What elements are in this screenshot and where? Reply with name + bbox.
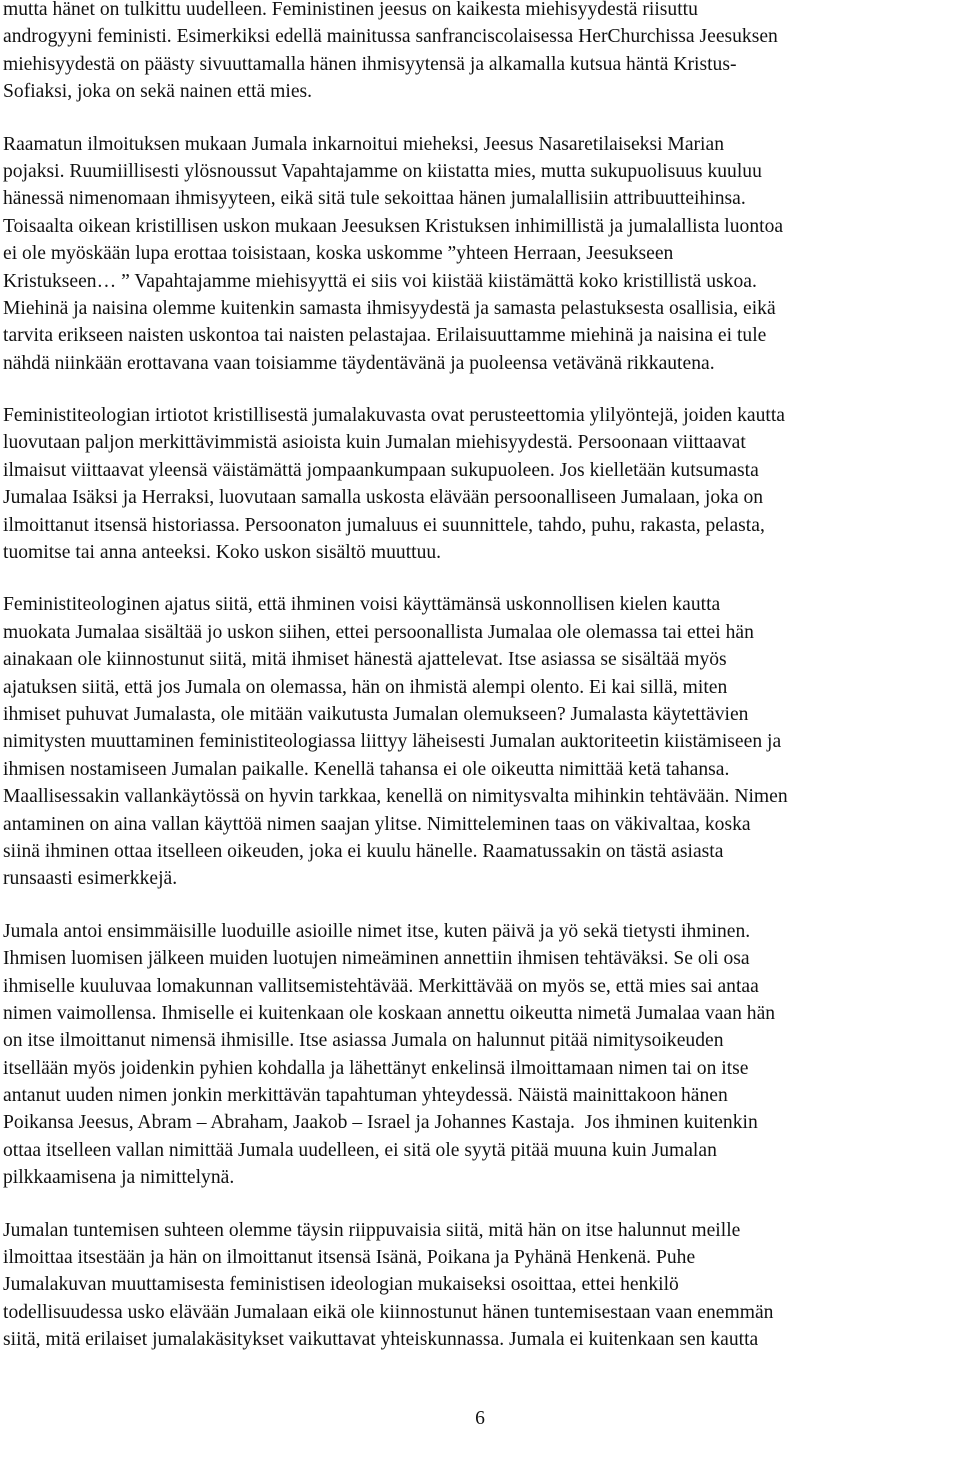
text-line: Maallisessakin vallankäytössä on hyvin tarkkaa, kenellä on nimitysvalta mihinkin tehtävään. Nimen — [3, 786, 788, 808]
text-line: siinä ihminen ottaa itselleen oikeuden, joka ei kuulu hänelle. Raamatussakin on tästä asiasta — [3, 840, 724, 862]
text-line: Jumala antoi ensimmäisille luoduille asioille nimet itse, kuten päivä ja yö sekä tietysti ihminen. — [3, 920, 751, 942]
text-line: Sofiaksi, joka on sekä nainen että mies. — [3, 81, 313, 103]
text-line: Jumalan tuntemisen suhteen olemme täysin riippuvaisia siitä, mitä hän on itse halunnut meille — [3, 1219, 741, 1241]
paragraph — [3, 1217, 953, 1354]
text-line: Kristukseen… ” Vapahtajamme miehisyyttä ei siis voi kiistää kiistämättä koko kristillistä uskoa. — [3, 270, 757, 292]
text-line: mutta hänet on tulkittu uudelleen. Feministinen jeesus on kaikesta miehisyydestä riisuttu — [3, 0, 698, 20]
document-page — [3, 0, 953, 1354]
paragraph — [3, 0, 953, 106]
text-line: Toisaalta oikean kristillisen uskon mukaan Jeesuksen Kristuksen inhimillistä ja jumalallista luontoa — [3, 215, 784, 237]
text-line: Raamatun ilmoituksen mukaan Jumala inkarnoitui mieheksi, Jeesus Nasaretilaiseksi Marian — [3, 133, 724, 155]
paragraph — [3, 591, 953, 892]
text-line: antaminen on aina vallan käyttöä nimen saajan ylitse. Nimitteleminen taas on väkivaltaa, koska — [3, 813, 751, 835]
text-line: pojaksi. Ruumiillisesti ylösnoussut Vapahtajamme on kiistatta mies, mutta sukupuolisuus kuuluu — [3, 160, 762, 182]
text-line: Jumalaa Isäksi ja Herraksi, luovutaan samalla uskosta elävään persoonalliseen Jumalaan, joka on — [3, 487, 764, 509]
text-line: ihmiselle kuuluvaa lomakunnan vallitsemistehtävää. Merkittävää on myös se, että mies sai antaa — [3, 975, 759, 997]
paragraph — [3, 918, 953, 1192]
text-line: tarvita erikseen naisten uskontoa tai naisten pelastajaa. Erilaisuuttamme miehinä ja naisina ei tule — [3, 325, 767, 347]
text-line: ajatuksen siitä, että jos Jumala on olemassa, hän on ihmistä alempi olento. Ei kai sillä, miten — [3, 676, 728, 698]
text-line: androgyyni feministi. Esimerkiksi edellä mainitussa sanfranciscolaisessa HerChurchissa Jeesuksen — [3, 26, 778, 48]
text-line: ilmaisut viittaavat yleensä väistämättä jompaankumpaan sukupuoleen. Jos kielletään kutsumasta — [3, 459, 759, 481]
text-line: Jumalakuvan muuttamisesta feministisen ideologian mukaiseksi osoittaa, ettei henkilö — [3, 1274, 679, 1296]
text-line: ilmoittaa itsestään ja hän on ilmoittanut itsensä Isänä, Poikana ja Pyhänä Henkenä. Puhe — [3, 1247, 696, 1269]
text-line: ainakaan ole kiinnostunut siitä, mitä ihmiset hänestä ajattelevat. Itse asiassa se sisältää myös — [3, 649, 727, 671]
text-line: nimitysten muuttaminen feministiteologiassa liittyy läheisesti Jumalan auktoriteetin kiistämiseen ja — [3, 731, 782, 753]
text-line: pilkkaamisena ja nimittelynä. — [3, 1167, 235, 1189]
text-line: nähdä niinkään erottavana vaan toisiamme täydentävänä ja puoleensa vetävänä rikkautena. — [3, 352, 715, 374]
page-number: 6 — [475, 1408, 485, 1429]
text-line: ei ole myöskään lupa erottaa toisistaan, koska uskomme ”yhteen Herraan, Jeesukseen — [3, 243, 674, 265]
text-line: ihmisen nostamiseen Jumalan paikalle. Kenellä tahansa ei ole oikeutta nimittää ketä tahansa. — [3, 758, 730, 780]
text-line: Feministiteologinen ajatus siitä, että ihminen voisi käyttämänsä uskonnollisen kielen kautta — [3, 594, 721, 616]
text-line: tuomitse tai anna anteeksi. Koko uskon sisältö muuttuu. — [3, 542, 442, 564]
text-line: ottaa itselleen vallan nimittää Jumala uudelleen, ei sitä ole syytä pitää muuna kuin Jumalan — [3, 1139, 717, 1161]
text-line: muokata Jumalaa sisältää jo uskon siihen, ettei persoonallista Jumalaa ole olemassa tai ettei hän — [3, 621, 754, 643]
text-line: miehisyydestä on päästy sivuuttamalla hänen ihmisyytensä ja alkamalla kutsua häntä Kristus- — [3, 53, 737, 75]
text-line: luovutaan paljon merkittävimmistä asioista kuin Jumalan miehisyydestä. Persoonaan viittaavat — [3, 432, 746, 454]
text-line: itsellään myös joidenkin pyhien kohdalla ja lähettänyt enkelinsä ilmoittamaan nimen tai on itse — [3, 1057, 749, 1079]
text-line: hänessä nimenomaan ihmisyyteen, eikä sitä tule sekoittaa hänen jumalallisiin attribuutteihinsa. — [3, 188, 746, 210]
text-line: Feministiteologian irtiotot kristillisestä jumalakuvasta ovat perusteettomia ylilyöntejä, joiden kautta — [3, 405, 785, 427]
text-line: runsaasti esimerkkejä. — [3, 868, 178, 890]
text-line: antanut uuden nimen jonkin merkittävän tapahtuman yhteydessä. Näistä mainittakoon hänen — [3, 1085, 728, 1107]
text-line: Poikansa Jeesus, Abram – Abraham, Jaakob – Israel ja Johannes Kastaja. Jos ihminen kuitenkin — [3, 1112, 758, 1134]
text-line: ilmoittanut itsensä historiassa. Persoonaton jumaluus ei suunnittele, tahdo, puhu, rakasta, pelasta, — [3, 514, 765, 536]
text-line: Miehinä ja naisina olemme kuitenkin samasta ihmisyydestä ja samasta pelastuksesta osallisia, eikä — [3, 297, 776, 319]
text-line: ihmiset puhuvat Jumalasta, ole mitään vaikutusta Jumalan olemukseen? Jumalasta käytettävien — [3, 703, 749, 725]
text-line: todellisuudessa usko elävään Jumalaan eikä ole kiinnostunut hänen tuntemisestaan vaan enemmän — [3, 1301, 774, 1323]
text-line: Ihmisen luomisen jälkeen muiden luotujen nimeäminen annettiin ihmisen tehtäväksi. Se oli osa — [3, 948, 750, 970]
paragraph — [3, 402, 953, 566]
text-line: siitä, mitä erilaiset jumalakäsitykset vaikuttavat yhteiskunnassa. Jumala ei kuitenkaan sen kautta — [3, 1329, 759, 1351]
text-line: nimen vaimollensa. Ihmiselle ei kuitenkaan ole koskaan annettu oikeutta nimetä Jumalaa vaan hän — [3, 1002, 776, 1024]
paragraph — [3, 131, 953, 378]
text-line: on itse ilmoittanut nimensä ihmisille. Itse asiassa Jumala on halunnut pitää nimitysoikeuden — [3, 1030, 724, 1052]
